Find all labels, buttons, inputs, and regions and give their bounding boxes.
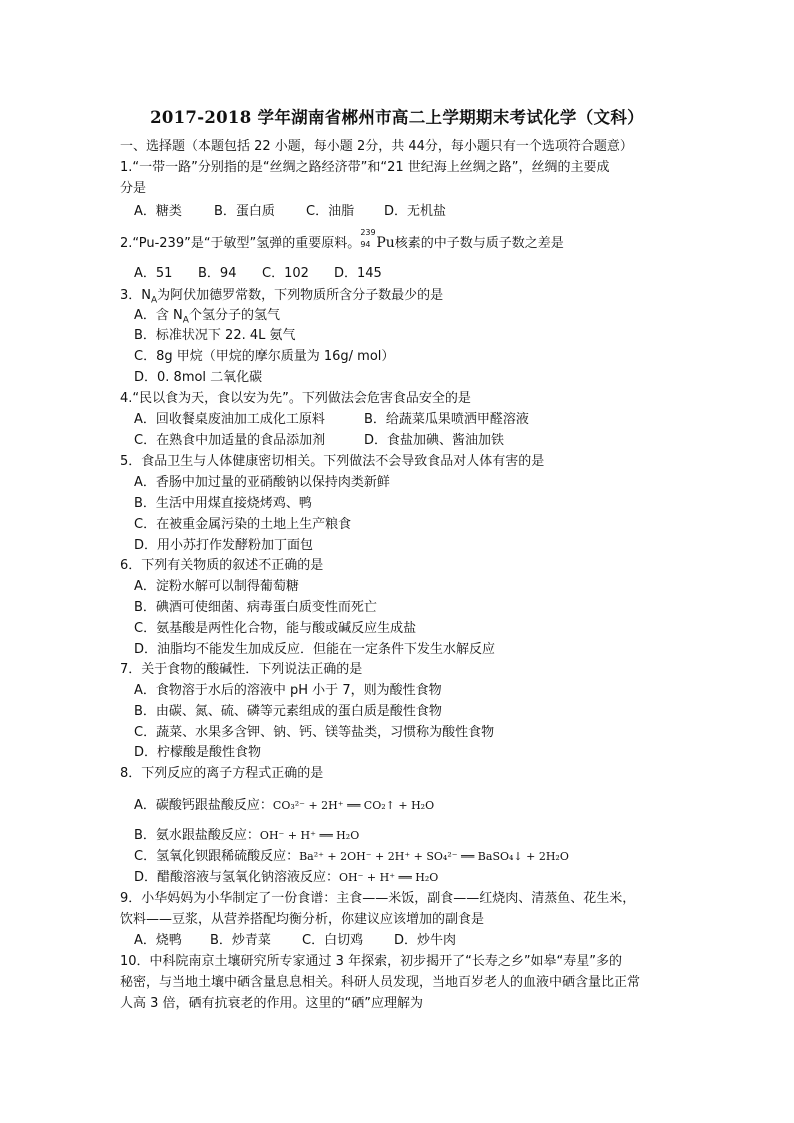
q5-option-d: D．用小苏打作发酵粉加丁面包 [134,538,314,553]
q4-stem: 4.“民以食为天，食以安为先”。下列做法会危害食品安全的是 [120,391,471,406]
q3-option-d: D．0. 8mol 二氧化碳 [134,370,263,385]
q3-option-a-sub: A [182,315,189,326]
q3-stem-pre: 3．N [120,288,151,303]
q4-options-row1 [134,409,704,430]
q1-option-c: C．油脂 [306,204,355,219]
q2-options [134,263,704,284]
q10-stem-line2: 秘密，与当地土壤中硒含量息息相关。科研人员发现，当地百岁老人的血液中硒含量比正常 [120,975,641,990]
q2-mass-number: 239 [360,228,376,237]
q4-option-b: B．给蔬菜瓜果喷洒甲醛溶液 [364,412,529,427]
q6-stem: 6．下列有关物质的叙述不正确的是 [120,558,324,573]
q10-stem-line1: 10．中科院南京土壤研究所专家通过 3 年探索，初步揭开了“长寿之乡”如皋“寿星”多的 [120,954,623,969]
q8-option-c [134,846,704,867]
q3-option-b: B．标准状况下 22. 4L 氨气 [134,328,296,343]
q7-option-c: C．蔬菜、水果多含钾、钠、钙、镁等盐类，习惯称为酸性食物 [134,725,495,740]
q7-option-d: D．柠檬酸是酸性食物 [134,745,262,760]
q2-nuclide [360,228,376,249]
q5-option-c: C．在被重金属污染的土地上生产粮食 [134,517,352,532]
q2-stem [120,228,690,254]
q8-option-c-label: C．氢氧化钡跟稀硫酸反应： [134,849,300,864]
q8-option-a-label: A．碳酸钙跟盐酸反应： [134,798,273,813]
q6-option-b: B．碘酒可使细菌、病毒蛋白质变性而死亡 [134,600,377,615]
q9-option-c: C．白切鸡 [302,933,364,948]
q2-option-a: A．51 [134,266,173,281]
q1-options [134,201,704,222]
q9-stem-line2: 饮料——豆浆，从营养搭配均衡分析，你建议应该增加的副食是 [120,912,485,927]
q9-options [134,930,704,951]
q8-stem: 8．下列反应的离子方程式正确的是 [120,766,324,781]
q5-option-b: B．生活中用煤直接烧烤鸡、鸭 [134,496,312,511]
q6-option-d: D．油脂均不能发生加成反应．但能在一定条件下发生水解反应 [134,642,496,657]
q8-option-a-equation: CO₃²⁻ + 2H⁺ ══ CO₂↑ + H₂O [272,799,435,812]
q3-stem-post: 为阿伏加德罗常数，下列物质所含分子数最少的是 [157,288,444,303]
q7-stem: 7．关于食物的酸碱性．下列说法正确的是 [120,662,363,677]
q4-option-d: D．食盐加碘、酱油加铁 [364,433,505,448]
q8-option-b-label: B．氨水跟盐酸反应： [134,828,260,843]
q5-option-a: A．香肠中加过量的亚硝酸钠以保持肉类新鲜 [134,475,390,490]
q7-option-a: A．食物溶于水后的溶液中 pH 小于 7，则为酸性食物 [134,683,442,698]
q9-option-d: D．炒牛肉 [394,933,457,948]
q4-options-row2 [134,430,704,451]
q2-atomic-number: 94 [360,240,371,249]
q1-option-a: A．糖类 [134,204,182,219]
q8-option-b-equation: OH⁻ + H⁺ ══ H₂O [259,829,360,842]
q9-option-b: B．炒青菜 [210,933,271,948]
q8-option-a [134,795,704,816]
q6-option-c: C．氨基酸是两性化合物，能与酸或碱反应生成盐 [134,621,417,636]
q8-option-d [134,867,704,888]
q9-option-a: A．烧鸭 [134,933,182,948]
q3-option-a-pre: A．含 N [134,308,183,323]
q3-option-c: C．8g 甲烷（甲烷的摩尔质量为 16g/ mol） [134,349,395,364]
q2-stem-pre: 2.“Pu-239”是“于敏型”氢弹的重要原料。 [120,236,361,251]
q8-option-b [134,825,704,846]
q2-stem-post: 核素的中子数与质子数之差是 [394,236,564,251]
q8-option-d-equation: OH⁻ + H⁺ ══ H₂O [339,871,439,884]
q1-option-b: B．蛋白质 [214,204,275,219]
q5-stem: 5．食品卫生与人体健康密切相关。下列做法不会导致食品对人体有害的是 [120,454,545,469]
q7-option-b: B．由碳、氮、硫、磷等元素组成的蛋白质是酸性食物 [134,704,442,719]
page-title: 2017-2018 学年湖南省郴州市高二上学期期末考试化学（文科） [150,108,644,127]
q1-stem-line2: 分是 [120,181,147,196]
q6-option-a: A．淀粉水解可以制得葡萄糖 [134,579,299,594]
q1-stem-line1: 1.“一带一路”分别指的是“丝绸之路经济带”和“21 世纪海上丝绸之路”，丝绸的主要成 [120,160,610,175]
q3-stem-sub: A [151,295,158,306]
q4-option-a: A．回收餐桌废油加工成化工原料 [134,412,325,427]
q8-option-c-equation: Ba²⁺ + 2OH⁻ + 2H⁺ + SO₄²⁻ ══ BaSO₄↓ + 2H₂O [299,850,569,863]
q2-option-d: D．145 [334,266,382,281]
q2-option-c: C．102 [262,266,309,281]
q4-option-c: C．在熟食中加适量的食品添加剂 [134,433,326,448]
section-header: 一、选择题（本题包括 22 小题，每小题 2分，共 44分，每小题只有一个选项符合题意） [120,139,633,154]
q1-option-d: D．无机盐 [384,204,447,219]
q9-stem-line1: 9．小华妈妈为小华制定了一份食谱：主食——米饭，副食——红烧肉、清蒸鱼、花生米， [120,891,636,906]
q2-element-symbol: Pu [376,235,395,251]
q10-stem-line3: 人高 3 倍，硒有抗衰老的作用。这里的“硒”应理解为 [120,996,424,1011]
q8-option-d-label: D．醋酸溶液与氢氧化钠溶液反应： [134,870,340,885]
q3-option-a-post: 个氢分子的氢气 [188,308,280,323]
q2-option-b: B．94 [198,266,237,281]
